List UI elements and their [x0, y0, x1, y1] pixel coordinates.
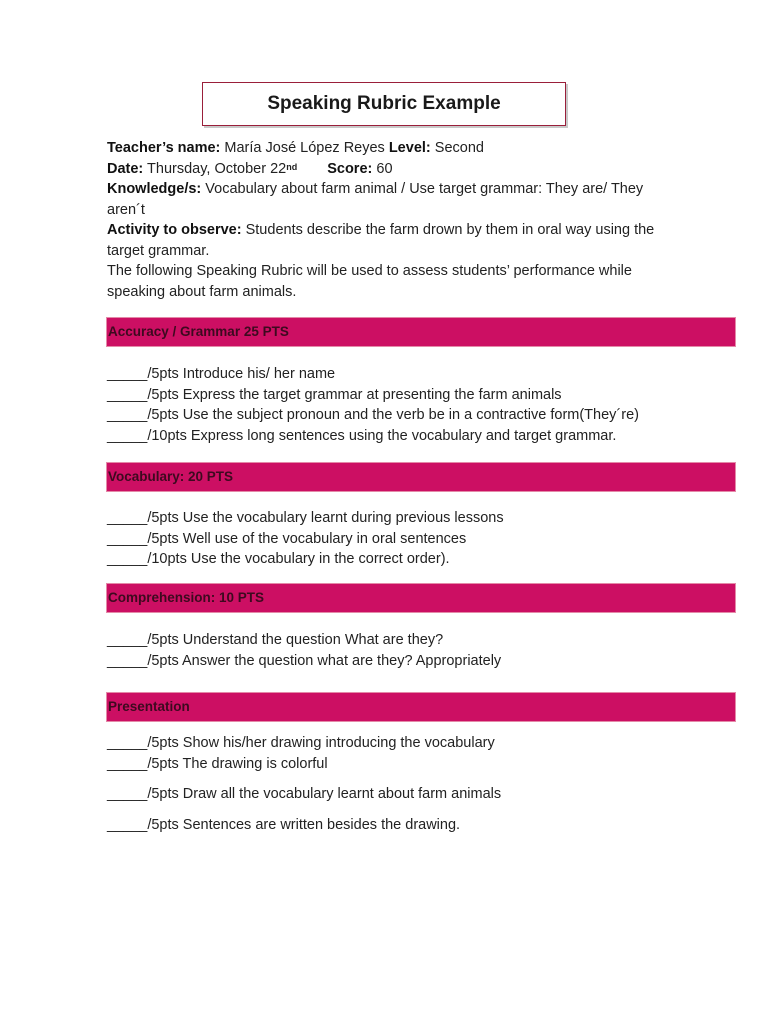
activity-line: [107, 220, 667, 261]
level-label: Level:: [388, 140, 431, 156]
score-value: 60: [376, 160, 393, 177]
activity-value: Students describe the farm drown by them in oral way using the target grammar.: [107, 222, 655, 259]
date-label: Date:: [107, 160, 144, 177]
section-items-accuracy: [107, 364, 727, 446]
section-items-vocabulary: [107, 508, 727, 570]
knowledge-value: Vocabulary about farm animal / Use target grammar: They are/ They aren´t: [107, 181, 644, 218]
rubric-item: _____/5pts Introduce his/ her name: [107, 366, 336, 382]
teacher-label: Teacher’s name:: [107, 140, 221, 156]
section-items-comprehension: [107, 630, 727, 671]
rubric-item: _____/5pts Sentences are written besides the drawing.: [107, 816, 461, 833]
section-header-comprehension: Comprehension: 10 PTS: [106, 583, 736, 613]
rubric-item: _____/5pts Use the vocabulary learnt during previous lessons: [107, 510, 504, 526]
teacher-value: María José López Reyes: [224, 140, 385, 156]
knowledge-label: Knowledge/s:: [107, 181, 202, 197]
rubric-item: _____/5pts Well use of the vocabulary in oral sentences: [107, 530, 467, 547]
rubric-item: _____/5pts Answer the question what are they? Appropriately: [107, 652, 502, 669]
rubric-info: [107, 138, 667, 302]
rubric-item: _____/5pts Show his/her drawing introducing the vocabulary: [107, 735, 495, 751]
activity-label: Activity to observe:: [107, 222, 242, 238]
rubric-item: _____/5pts The drawing is colorful: [107, 755, 328, 772]
rubric-item: _____/10pts Express long sentences using the vocabulary and target grammar.: [107, 427, 617, 444]
knowledge-line: [107, 179, 667, 220]
rubric-item: _____/10pts Use the vocabulary in the correct order).: [107, 551, 450, 567]
teacher-line: [107, 138, 667, 159]
rubric-item: _____/5pts Draw all the vocabulary learnt about farm animals: [107, 786, 502, 802]
rubric-item: _____/5pts Understand the question What are they?: [107, 632, 444, 648]
section-header-accuracy: Accuracy / Grammar 25 PTS: [106, 317, 736, 347]
date-suffix: nd: [286, 161, 298, 172]
rubric-item: _____/5pts Express the target grammar at presenting the farm animals: [107, 386, 562, 403]
section-header-vocabulary: Vocabulary: 20 PTS: [106, 462, 736, 492]
section-items-presentation: [107, 733, 727, 835]
score-label: Score:: [327, 160, 373, 177]
intro-text: The following Speaking Rubric will be used to assess students’ performance while speaking about farm animals.: [107, 263, 632, 300]
level-value: Second: [434, 140, 484, 156]
section-header-presentation: Presentation: [106, 692, 736, 722]
rubric-item: _____/5pts Use the subject pronoun and the verb be in a contractive form(They´re): [107, 407, 639, 423]
date-value: Thursday, October 22: [147, 160, 287, 177]
date-line: [107, 159, 667, 180]
document-title: Speaking Rubric Example: [202, 82, 566, 126]
